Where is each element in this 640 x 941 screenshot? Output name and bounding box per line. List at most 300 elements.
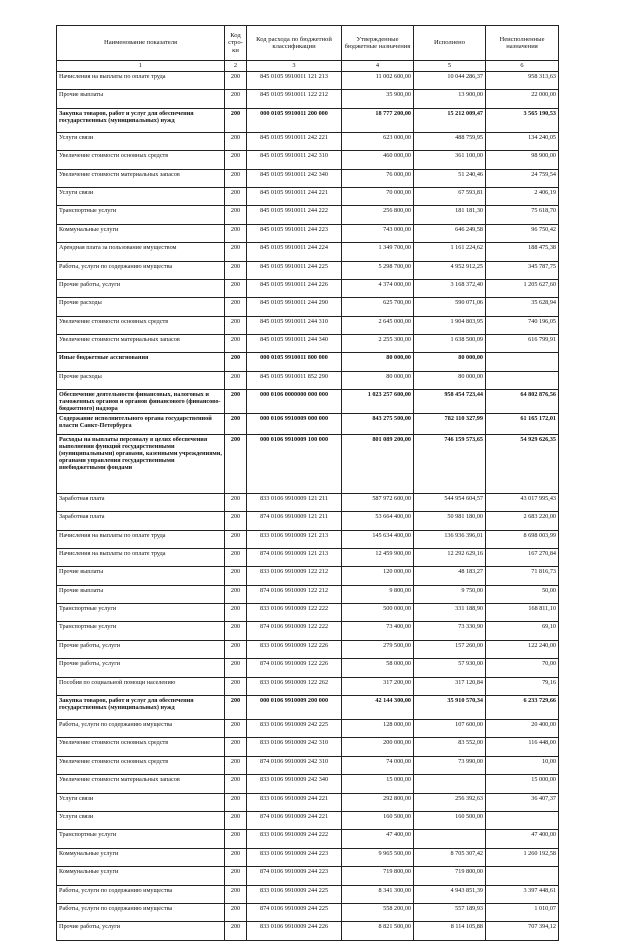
indicator-name-cell: Прочие выплаты <box>57 90 225 108</box>
indicator-name-cell: Услуги связи <box>57 793 225 811</box>
line-code-cell: 200 <box>225 132 247 150</box>
executed-amount-cell: 8 705 307,42 <box>414 848 486 866</box>
approved-amount-cell: 74 000,00 <box>342 756 414 774</box>
unexecuted-amount-cell: 71 816,73 <box>486 567 559 585</box>
expense-code-cell: 874 0106 9910009 242 310 <box>247 756 342 774</box>
approved-amount-cell: 8 821 500,00 <box>342 922 414 940</box>
table-row <box>57 812 559 830</box>
indicator-name-cell: Коммунальные услуги <box>57 224 225 242</box>
approved-amount-cell: 47 400,00 <box>342 830 414 848</box>
approved-amount-cell: 73 400,00 <box>342 622 414 640</box>
executed-amount-cell: 958 454 723,44 <box>414 390 486 414</box>
table-row <box>57 187 559 205</box>
approved-amount-cell: 743 000,00 <box>342 224 414 242</box>
approved-amount-cell: 2 255 300,00 <box>342 335 414 353</box>
unexecuted-amount-cell: 10,00 <box>486 756 559 774</box>
expense-code-cell: 833 0106 9910009 121 213 <box>247 530 342 548</box>
approved-amount-cell: 11 002 600,00 <box>342 72 414 90</box>
unexecuted-amount-cell: 35 628,94 <box>486 298 559 316</box>
column-number-row <box>57 61 559 72</box>
expense-code-cell: 874 0106 9910009 122 212 <box>247 585 342 603</box>
indicator-name-cell: Коммунальные услуги <box>57 867 225 885</box>
indicator-name-cell: Работы, услуги по содержанию имущества <box>57 903 225 921</box>
budget-report-page <box>56 25 558 941</box>
expense-code-cell: 874 0106 9910009 244 221 <box>247 812 342 830</box>
indicator-name-cell: Увеличение стоимости материальных запасов <box>57 169 225 187</box>
approved-amount-cell: 58 000,00 <box>342 659 414 677</box>
line-code-cell: 200 <box>225 187 247 205</box>
indicator-name-cell: Транспортные услуги <box>57 604 225 622</box>
indicator-name-cell: Услуги связи <box>57 187 225 205</box>
table-row <box>57 640 559 658</box>
line-code-cell: 200 <box>225 151 247 169</box>
line-code-cell: 200 <box>225 812 247 830</box>
header-approved: Утвержденные бюджетные назначения <box>342 26 414 61</box>
indicator-name-cell: Увеличение стоимости материальных запасов <box>57 775 225 793</box>
executed-amount-cell: 136 936 396,01 <box>414 530 486 548</box>
approved-amount-cell: 9 965 500,00 <box>342 848 414 866</box>
executed-amount-cell: 1 904 803,95 <box>414 316 486 334</box>
approved-amount-cell: 18 777 200,00 <box>342 108 414 132</box>
indicator-name-cell: Прочие выплаты <box>57 567 225 585</box>
line-code-cell: 200 <box>225 677 247 695</box>
executed-amount-cell: 48 183,27 <box>414 567 486 585</box>
indicator-name-cell: Содержание исполнительного органа государственной власти Санкт-Петербурга <box>57 414 225 435</box>
executed-amount-cell: 80 000,00 <box>414 371 486 389</box>
expense-code-cell: 000 0106 9910009 200 000 <box>247 696 342 720</box>
line-code-cell: 200 <box>225 604 247 622</box>
approved-amount-cell: 1 023 257 600,00 <box>342 390 414 414</box>
header-expense-code: Код расхода по бюджетной классификации <box>247 26 342 61</box>
expense-code-cell: 833 0106 9910009 122 262 <box>247 677 342 695</box>
executed-amount-cell: 719 800,00 <box>414 867 486 885</box>
column-number: 1 <box>57 61 225 72</box>
executed-amount-cell: 67 593,81 <box>414 187 486 205</box>
approved-amount-cell: 843 275 500,00 <box>342 414 414 435</box>
table-row <box>57 775 559 793</box>
executed-amount-cell: 4 943 851,39 <box>414 885 486 903</box>
approved-amount-cell: 15 000,00 <box>342 775 414 793</box>
column-number: 3 <box>247 61 342 72</box>
approved-amount-cell: 2 645 000,00 <box>342 316 414 334</box>
unexecuted-amount-cell: 2 683 220,00 <box>486 512 559 530</box>
unexecuted-amount-cell: 345 787,75 <box>486 261 559 279</box>
table-row <box>57 677 559 695</box>
table-row <box>57 169 559 187</box>
indicator-name-cell: Прочие расходы <box>57 371 225 389</box>
unexecuted-amount-cell: 122 240,00 <box>486 640 559 658</box>
approved-amount-cell: 317 200,00 <box>342 677 414 695</box>
indicator-name-cell: Прочие работы, услуги <box>57 279 225 297</box>
expense-code-cell: 845 0105 9910011 852 290 <box>247 371 342 389</box>
table-row <box>57 261 559 279</box>
line-code-cell: 200 <box>225 848 247 866</box>
expense-code-cell: 874 0106 9910009 244 223 <box>247 867 342 885</box>
line-code-cell: 200 <box>225 659 247 677</box>
indicator-name-cell: Прочие работы, услуги <box>57 922 225 940</box>
table-row <box>57 371 559 389</box>
indicator-name-cell: Увеличение стоимости основных средств <box>57 738 225 756</box>
approved-amount-cell: 53 664 400,00 <box>342 512 414 530</box>
expense-code-cell: 833 0106 9910009 242 310 <box>247 738 342 756</box>
approved-amount-cell: 9 800,00 <box>342 585 414 603</box>
expense-code-cell: 833 0106 9910009 122 226 <box>247 640 342 658</box>
executed-amount-cell: 3 168 372,40 <box>414 279 486 297</box>
approved-amount-cell: 42 144 300,00 <box>342 696 414 720</box>
unexecuted-amount-cell: 24 759,54 <box>486 169 559 187</box>
line-code-cell: 200 <box>225 169 247 187</box>
line-code-cell: 200 <box>225 390 247 414</box>
line-code-cell: 200 <box>225 414 247 435</box>
approved-amount-cell: 587 972 600,00 <box>342 493 414 511</box>
expense-code-cell: 845 0105 9910011 244 224 <box>247 243 342 261</box>
line-code-cell: 200 <box>225 206 247 224</box>
unexecuted-amount-cell: 96 750,42 <box>486 224 559 242</box>
executed-amount-cell: 13 900,00 <box>414 90 486 108</box>
line-code-cell: 200 <box>225 493 247 511</box>
column-number: 6 <box>486 61 559 72</box>
unexecuted-amount-cell: 54 929 626,35 <box>486 434 559 493</box>
line-code-cell: 200 <box>225 903 247 921</box>
executed-amount-cell: 35 910 570,34 <box>414 696 486 720</box>
table-row <box>57 243 559 261</box>
table-row <box>57 585 559 603</box>
approved-amount-cell: 80 000,00 <box>342 353 414 371</box>
expense-code-cell: 845 0105 9910011 244 226 <box>247 279 342 297</box>
line-code-cell: 200 <box>225 316 247 334</box>
indicator-name-cell: Начисления на выплаты по оплате труда <box>57 530 225 548</box>
table-row <box>57 90 559 108</box>
approved-amount-cell: 128 000,00 <box>342 720 414 738</box>
expense-code-cell: 874 0106 9910009 122 226 <box>247 659 342 677</box>
unexecuted-amount-cell: 958 313,63 <box>486 72 559 90</box>
indicator-name-cell: Увеличение стоимости основных средств <box>57 756 225 774</box>
expense-code-cell: 833 0106 9910009 242 340 <box>247 775 342 793</box>
indicator-name-cell: Транспортные услуги <box>57 206 225 224</box>
executed-amount-cell: 181 181,30 <box>414 206 486 224</box>
approved-amount-cell: 623 000,00 <box>342 132 414 150</box>
indicator-name-cell: Заработная плата <box>57 493 225 511</box>
unexecuted-amount-cell: 1 205 627,60 <box>486 279 559 297</box>
unexecuted-amount-cell <box>486 867 559 885</box>
executed-amount-cell: 15 212 009,47 <box>414 108 486 132</box>
unexecuted-amount-cell: 98 900,00 <box>486 151 559 169</box>
executed-amount-cell: 157 260,00 <box>414 640 486 658</box>
expense-code-cell: 833 0106 9910009 244 225 <box>247 885 342 903</box>
line-code-cell: 200 <box>225 585 247 603</box>
table-row <box>57 793 559 811</box>
line-code-cell: 200 <box>225 243 247 261</box>
expense-code-cell: 845 0105 9910011 244 221 <box>247 187 342 205</box>
executed-amount-cell: 488 759,95 <box>414 132 486 150</box>
executed-amount-cell: 331 188,90 <box>414 604 486 622</box>
line-code-cell: 200 <box>225 434 247 493</box>
approved-amount-cell: 80 000,00 <box>342 371 414 389</box>
executed-amount-cell: 160 500,00 <box>414 812 486 830</box>
indicator-name-cell: Работы, услуги по содержанию имущества <box>57 720 225 738</box>
table-row <box>57 830 559 848</box>
line-code-cell: 200 <box>225 335 247 353</box>
executed-amount-cell <box>414 775 486 793</box>
table-row <box>57 298 559 316</box>
expense-code-cell: 833 0106 9910009 244 221 <box>247 793 342 811</box>
expense-code-cell: 845 0105 9910011 121 213 <box>247 72 342 90</box>
line-code-cell: 200 <box>225 622 247 640</box>
unexecuted-amount-cell: 188 475,38 <box>486 243 559 261</box>
approved-amount-cell: 292 800,00 <box>342 793 414 811</box>
indicator-name-cell: Увеличение стоимости основных средств <box>57 151 225 169</box>
indicator-name-cell: Прочие расходы <box>57 298 225 316</box>
executed-amount-cell: 646 249,58 <box>414 224 486 242</box>
indicator-name-cell: Услуги связи <box>57 132 225 150</box>
indicator-name-cell: Транспортные услуги <box>57 830 225 848</box>
executed-amount-cell: 50 981 180,00 <box>414 512 486 530</box>
table-row <box>57 390 559 414</box>
unexecuted-amount-cell: 3 565 190,53 <box>486 108 559 132</box>
unexecuted-amount-cell: 79,16 <box>486 677 559 695</box>
header-line-code: Код стро-ки <box>225 26 247 61</box>
approved-amount-cell: 460 000,00 <box>342 151 414 169</box>
line-code-cell: 200 <box>225 90 247 108</box>
approved-amount-cell: 8 341 300,00 <box>342 885 414 903</box>
line-code-cell: 200 <box>225 738 247 756</box>
unexecuted-amount-cell: 50,00 <box>486 585 559 603</box>
approved-amount-cell: 145 634 400,00 <box>342 530 414 548</box>
line-code-cell: 200 <box>225 279 247 297</box>
approved-amount-cell: 279 500,00 <box>342 640 414 658</box>
approved-amount-cell: 5 298 700,00 <box>342 261 414 279</box>
executed-amount-cell: 782 110 327,99 <box>414 414 486 435</box>
approved-amount-cell: 160 500,00 <box>342 812 414 830</box>
approved-amount-cell: 12 459 900,00 <box>342 548 414 566</box>
expense-code-cell: 845 0105 9910011 242 340 <box>247 169 342 187</box>
expense-code-cell: 845 0105 9910011 244 310 <box>247 316 342 334</box>
unexecuted-amount-cell: 69,10 <box>486 622 559 640</box>
table-row <box>57 696 559 720</box>
expense-code-cell: 833 0106 9910009 242 225 <box>247 720 342 738</box>
indicator-name-cell: Расходы на выплаты персоналу в целях обеспечения выполнения функций государственными (муниципальными) органами, казенными учреждениями, органами управления государственными внебюджетными фондами <box>57 434 225 493</box>
unexecuted-amount-cell: 43 017 995,43 <box>486 493 559 511</box>
line-code-cell: 200 <box>225 640 247 658</box>
table-row <box>57 108 559 132</box>
expense-code-cell: 000 0106 9910009 100 000 <box>247 434 342 493</box>
approved-amount-cell: 120 000,00 <box>342 567 414 585</box>
executed-amount-cell: 361 100,00 <box>414 151 486 169</box>
expense-code-cell: 845 0105 9910011 244 223 <box>247 224 342 242</box>
expense-code-cell: 845 0105 9910011 244 290 <box>247 298 342 316</box>
executed-amount-cell: 10 044 286,37 <box>414 72 486 90</box>
line-code-cell: 200 <box>225 224 247 242</box>
indicator-name-cell: Начисления на выплаты по оплате труда <box>57 548 225 566</box>
unexecuted-amount-cell: 70,00 <box>486 659 559 677</box>
unexecuted-amount-cell <box>486 812 559 830</box>
executed-amount-cell: 73 990,00 <box>414 756 486 774</box>
executed-amount-cell: 9 750,00 <box>414 585 486 603</box>
executed-amount-cell <box>414 830 486 848</box>
indicator-name-cell: Арендная плата за пользование имуществом <box>57 243 225 261</box>
expense-code-cell: 845 0105 9910011 242 310 <box>247 151 342 169</box>
table-body <box>57 72 559 941</box>
unexecuted-amount-cell: 116 448,00 <box>486 738 559 756</box>
line-code-cell: 200 <box>225 371 247 389</box>
executed-amount-cell: 557 189,93 <box>414 903 486 921</box>
expense-code-cell: 000 0105 9910011 200 000 <box>247 108 342 132</box>
expense-code-cell: 845 0105 9910011 244 225 <box>247 261 342 279</box>
executed-amount-cell: 544 954 604,57 <box>414 493 486 511</box>
expense-code-cell: 874 0106 9910009 244 225 <box>247 903 342 921</box>
line-code-cell: 200 <box>225 793 247 811</box>
line-code-cell: 200 <box>225 775 247 793</box>
table-row <box>57 622 559 640</box>
table-row <box>57 512 559 530</box>
table-row <box>57 493 559 511</box>
unexecuted-amount-cell: 707 394,12 <box>486 922 559 940</box>
table-row <box>57 316 559 334</box>
line-code-cell: 200 <box>225 567 247 585</box>
line-code-cell: 200 <box>225 108 247 132</box>
executed-amount-cell: 4 952 912,25 <box>414 261 486 279</box>
indicator-name-cell: Увеличение стоимости основных средств <box>57 316 225 334</box>
executed-amount-cell: 57 930,00 <box>414 659 486 677</box>
indicator-name-cell: Услуги связи <box>57 812 225 830</box>
table-row <box>57 335 559 353</box>
indicator-name-cell: Транспортные услуги <box>57 622 225 640</box>
table-row <box>57 224 559 242</box>
approved-amount-cell: 558 200,00 <box>342 903 414 921</box>
header-executed: Исполнено <box>414 26 486 61</box>
unexecuted-amount-cell: 134 240,05 <box>486 132 559 150</box>
unexecuted-amount-cell: 1 010,07 <box>486 903 559 921</box>
executed-amount-cell: 107 600,00 <box>414 720 486 738</box>
table-row <box>57 279 559 297</box>
table-row <box>57 738 559 756</box>
executed-amount-cell: 1 638 500,09 <box>414 335 486 353</box>
unexecuted-amount-cell: 61 165 172,01 <box>486 414 559 435</box>
expense-code-cell: 833 0106 9910009 244 222 <box>247 830 342 848</box>
approved-amount-cell: 200 000,00 <box>342 738 414 756</box>
line-code-cell: 200 <box>225 548 247 566</box>
indicator-name-cell: Увеличение стоимости материальных запасов <box>57 335 225 353</box>
executed-amount-cell: 80 000,00 <box>414 353 486 371</box>
expense-code-cell: 833 0106 9910009 121 211 <box>247 493 342 511</box>
table-row <box>57 848 559 866</box>
executed-amount-cell: 83 552,00 <box>414 738 486 756</box>
line-code-cell: 200 <box>225 512 247 530</box>
approved-amount-cell: 1 349 700,00 <box>342 243 414 261</box>
expense-code-cell: 845 0105 9910011 122 212 <box>247 90 342 108</box>
expense-code-cell: 000 0106 9910009 000 000 <box>247 414 342 435</box>
indicator-name-cell: Начисления на выплаты по оплате труда <box>57 72 225 90</box>
approved-amount-cell: 719 800,00 <box>342 867 414 885</box>
expense-code-cell: 833 0106 9910009 244 223 <box>247 848 342 866</box>
approved-amount-cell: 801 089 200,00 <box>342 434 414 493</box>
expense-code-cell: 845 0105 9910011 244 340 <box>247 335 342 353</box>
indicator-name-cell: Прочие выплаты <box>57 585 225 603</box>
unexecuted-amount-cell: 3 397 448,61 <box>486 885 559 903</box>
approved-amount-cell: 76 000,00 <box>342 169 414 187</box>
indicator-name-cell: Работы, услуги по содержанию имущества <box>57 261 225 279</box>
table-row <box>57 604 559 622</box>
executed-amount-cell: 8 114 105,88 <box>414 922 486 940</box>
executed-amount-cell: 590 071,06 <box>414 298 486 316</box>
table-row <box>57 132 559 150</box>
executed-amount-cell: 1 161 224,62 <box>414 243 486 261</box>
executed-amount-cell: 73 330,90 <box>414 622 486 640</box>
table-header-row <box>57 26 559 61</box>
line-code-cell: 200 <box>225 922 247 940</box>
unexecuted-amount-cell: 64 802 876,56 <box>486 390 559 414</box>
column-number: 4 <box>342 61 414 72</box>
line-code-cell: 200 <box>225 72 247 90</box>
approved-amount-cell: 35 900,00 <box>342 90 414 108</box>
executed-amount-cell: 256 392,63 <box>414 793 486 811</box>
header-indicator-name: Наименование показателя <box>57 26 225 61</box>
approved-amount-cell: 70 000,00 <box>342 187 414 205</box>
expense-code-cell: 000 0105 9910011 800 000 <box>247 353 342 371</box>
expense-code-cell: 000 0106 0000000 000 000 <box>247 390 342 414</box>
table-row <box>57 756 559 774</box>
unexecuted-amount-cell: 616 799,91 <box>486 335 559 353</box>
unexecuted-amount-cell: 168 811,10 <box>486 604 559 622</box>
approved-amount-cell: 500 000,00 <box>342 604 414 622</box>
unexecuted-amount-cell: 20 400,00 <box>486 720 559 738</box>
budget-execution-table <box>56 25 559 941</box>
executed-amount-cell: 317 120,84 <box>414 677 486 695</box>
expense-code-cell: 833 0106 9910009 122 212 <box>247 567 342 585</box>
expense-code-cell: 874 0106 9910009 122 222 <box>247 622 342 640</box>
table-row <box>57 530 559 548</box>
expense-code-cell: 845 0105 9910011 242 221 <box>247 132 342 150</box>
executed-amount-cell: 746 159 573,65 <box>414 434 486 493</box>
expense-code-cell: 874 0106 9910009 121 213 <box>247 548 342 566</box>
table-row <box>57 567 559 585</box>
line-code-cell: 200 <box>225 530 247 548</box>
indicator-name-cell: Прочие работы, услуги <box>57 659 225 677</box>
table-row <box>57 659 559 677</box>
table-row <box>57 72 559 90</box>
approved-amount-cell: 4 374 000,00 <box>342 279 414 297</box>
line-code-cell: 200 <box>225 830 247 848</box>
indicator-name-cell: Закупка товаров, работ и услуг для обеспечения государственных (муниципальных) нужд <box>57 108 225 132</box>
unexecuted-amount-cell: 740 196,05 <box>486 316 559 334</box>
unexecuted-amount-cell: 8 698 003,99 <box>486 530 559 548</box>
line-code-cell: 200 <box>225 720 247 738</box>
line-code-cell: 200 <box>225 353 247 371</box>
indicator-name-cell: Работы, услуги по содержанию имущества <box>57 885 225 903</box>
expense-code-cell: 833 0106 9910009 122 222 <box>247 604 342 622</box>
unexecuted-amount-cell: 1 260 192,58 <box>486 848 559 866</box>
indicator-name-cell: Заработная плата <box>57 512 225 530</box>
column-number: 2 <box>225 61 247 72</box>
header-unexecuted: Неисполненные назначения <box>486 26 559 61</box>
indicator-name-cell: Обеспечение деятельности финансовых, налоговых и таможенных органов и органов финансового (финансово-бюджетного) надзора <box>57 390 225 414</box>
unexecuted-amount-cell: 167 270,84 <box>486 548 559 566</box>
column-number: 5 <box>414 61 486 72</box>
table-row <box>57 206 559 224</box>
indicator-name-cell: Закупка товаров, работ и услуг для обеспечения государственных (муниципальных) нужд <box>57 696 225 720</box>
table-row <box>57 151 559 169</box>
executed-amount-cell: 51 240,46 <box>414 169 486 187</box>
unexecuted-amount-cell: 47 400,00 <box>486 830 559 848</box>
approved-amount-cell: 625 700,00 <box>342 298 414 316</box>
table-row <box>57 434 559 493</box>
approved-amount-cell: 256 800,00 <box>342 206 414 224</box>
line-code-cell: 200 <box>225 261 247 279</box>
unexecuted-amount-cell: 22 000,00 <box>486 90 559 108</box>
unexecuted-amount-cell: 2 406,19 <box>486 187 559 205</box>
table-row <box>57 353 559 371</box>
expense-code-cell: 874 0106 9910009 121 211 <box>247 512 342 530</box>
